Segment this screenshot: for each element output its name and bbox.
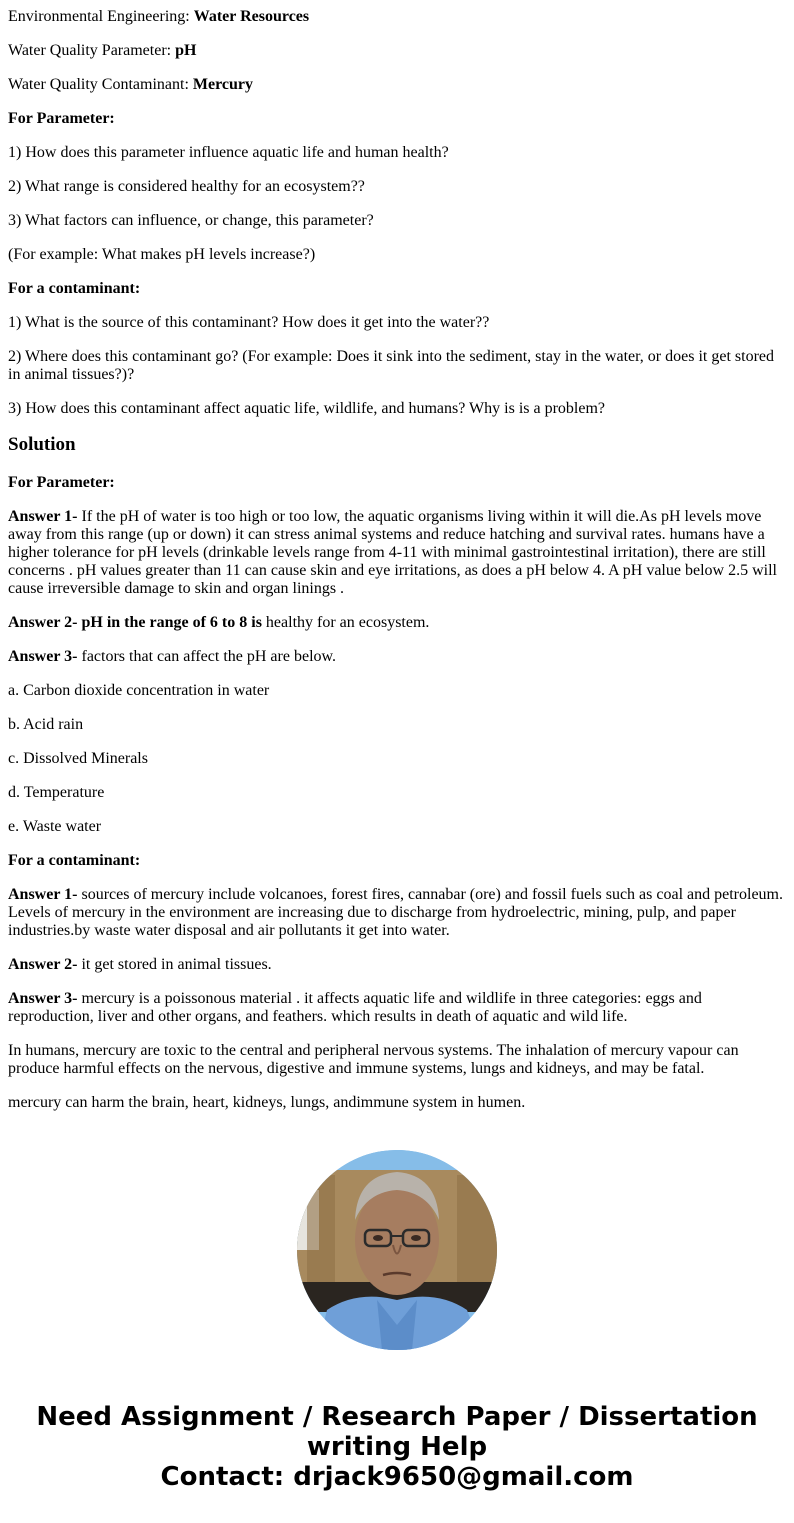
answer-paragraph: Answer 2- it get stored in animal tissues. — [8, 956, 272, 973]
answer-label: Answer 2- — [8, 956, 78, 973]
promo-banner — [0, 1402, 794, 1492]
question-item: 2) Where does this contaminant go? (For example: Does it sink into the sediment, stay in the water, or does it get stored in animal tissues?)? — [8, 348, 774, 383]
factor-item: c. Dissolved Minerals — [8, 750, 148, 767]
author-portrait-icon — [297, 1150, 497, 1350]
solution-contaminant-heading: For a contaminant: — [8, 852, 141, 869]
answer-paragraph: Answer 3- mercury is a poissonous material . it affects aquatic life and wildlife in three categories: eggs and reproduction, liver and other organs, and feathers. which results in death of aquatic and wild life. — [8, 990, 702, 1025]
parameter-line: Water Quality Parameter: pH — [8, 42, 197, 59]
avatar-container — [0, 1150, 794, 1350]
question-item: 1) How does this parameter influence aquatic life and human health? — [8, 144, 449, 161]
field-value: Water Resources — [193, 8, 310, 25]
parameter-value: pH — [175, 42, 197, 59]
promo-contact: Contact: drjack9650@gmail.com — [160, 1462, 634, 1492]
promo-line: writing Help — [306, 1432, 488, 1462]
extra-paragraph: mercury can harm the brain, heart, kidneys, lungs, andimmune system in humen. — [8, 1094, 526, 1111]
question-item: 1) What is the source of this contaminant? How does it get into the water?? — [8, 314, 490, 331]
solution-title: Solution — [8, 434, 76, 455]
answer-paragraph: Answer 2- pH in the range of 6 to 8 is healthy for an ecosystem. — [8, 614, 430, 631]
contaminant-heading: For a contaminant: — [8, 280, 141, 297]
field-line: Environmental Engineering: Water Resources — [8, 8, 310, 25]
answer-paragraph: Answer 3- factors that can affect the pH are below. — [8, 648, 337, 665]
author-avatar — [297, 1150, 497, 1350]
question-item: 2) What range is considered healthy for an ecosystem?? — [8, 178, 365, 195]
answer-label: Answer 3- — [8, 990, 78, 1007]
answer-label: Answer 3- — [8, 648, 78, 665]
answer-paragraph: Answer 1- sources of mercury include volcanoes, forest fires, cannabar (ore) and fossil fuels such as coal and petroleum. Levels of mercury in the environment are increasing due to discharge from hydroelectric, mining, pulp, and paper industries.by waste water disposal and air pollutants it get into water. — [8, 886, 783, 939]
contaminant-line: Water Quality Contaminant: Mercury — [8, 76, 254, 93]
promo-line: Need Assignment / Research Paper / Dissertation — [36, 1402, 758, 1432]
answer-label: Answer 1- — [8, 508, 78, 525]
factor-item: d. Temperature — [8, 784, 105, 801]
parameter-heading: For Parameter: — [8, 110, 115, 127]
factor-item: a. Carbon dioxide concentration in water — [8, 682, 270, 699]
factor-item: b. Acid rain — [8, 716, 84, 733]
answer-label: Answer 2- pH in the range of 6 to 8 is — [8, 614, 262, 631]
answer-label: Answer 1- — [8, 886, 78, 903]
question-item: 3) What factors can influence, or change, this parameter? — [8, 212, 374, 229]
extra-paragraph: In humans, mercury are toxic to the central and peripheral nervous systems. The inhalation of mercury vapour can produce harmful effects on the nervous, digestive and immune systems, lungs and kidneys, and may be fatal. — [8, 1042, 739, 1077]
solution-parameter-heading: For Parameter: — [8, 474, 115, 491]
question-item: 3) How does this contaminant affect aquatic life, wildlife, and humans? Why is is a problem? — [8, 400, 606, 417]
contaminant-value: Mercury — [192, 76, 254, 93]
answer-paragraph: Answer 1- If the pH of water is too high or too low, the aquatic organisms living within it will die.As pH levels move away from this range (up or down) it can stress animal systems and reduce hatching and survival rates. humans have a higher tolerance for pH levels (drinkable levels range from 4-11 with minimal gastrointestinal irritation), there are still concerns . pH values greater than 11 can cause skin and eye irritations, as does a pH below 4. A pH value below 2.5 will cause irreversible damage to skin and organ linings . — [8, 508, 777, 597]
question-item: (For example: What makes pH levels increase?) — [8, 246, 316, 263]
factor-item: e. Waste water — [8, 818, 102, 835]
